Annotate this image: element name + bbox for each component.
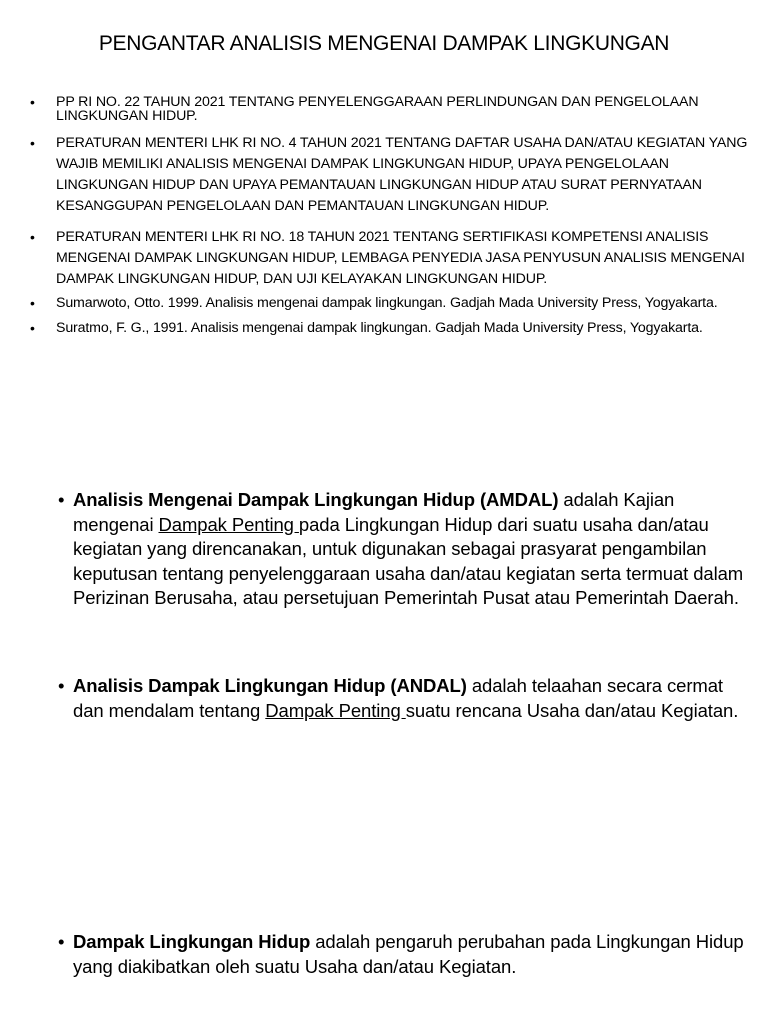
reference-item: • Suratmo, F. G., 1991. Analisis mengenai dampak lingkungan. Gadjah Mada University Press, Yogyakarta.: [28, 321, 756, 335]
definition-underlined-term: Dampak Penting: [158, 513, 299, 535]
definition-text: adalah pengaruh perubahan pada Lingkungan Hidup yang diakibatkan oleh suatu Usaha dan/atau Kegiatan.: [73, 931, 744, 977]
definition-list: [58, 930, 748, 979]
reference-item: • PP RI NO. 22 TAHUN 2021 TENTANG PENYELENGGARAAN PERLINDUNGAN DAN PENGELOLAAN LINGKUNGAN HIDUP.: [28, 95, 756, 123]
definition-term: Analisis Dampak Lingkungan Hidup (ANDAL): [73, 675, 467, 696]
definition-andal: [58, 674, 748, 723]
definition-term: Analisis Mengenai Dampak Lingkungan Hidup (AMDAL): [73, 489, 559, 510]
page-title: PENGANTAR ANALISIS MENGENAI DAMPAK LINGKUNGAN: [98, 32, 670, 55]
definition-text: suatu rencana Usaha dan/atau Kegiatan.: [405, 699, 739, 721]
definition-text: adalah telaahan secara cermat dan mendalam tentang: [73, 675, 723, 721]
reference-list: [28, 95, 756, 335]
definition-term: Dampak Lingkungan Hidup: [73, 931, 311, 952]
definition-text: adalah Kajian mengenai: [73, 489, 675, 535]
definition-list: [58, 488, 748, 611]
definition-text: pada Lingkungan Hidup dari suatu usaha dan/atau kegiatan yang direncanakan, untuk digunakan sebagai prasyarat pengambilan keputusan tentang penyelenggaraan usaha dan/atau kegiatan serta termuat dalam Perizinan Berusaha, atau persetujuan Pemerintah Pusat atau Pemerintah Daerah.: [73, 513, 744, 608]
reference-item: • PERATURAN MENTERI LHK RI NO. 4 TAHUN 2021 TENTANG DAFTAR USAHA DAN/ATAU KEGIATAN YANG WAJIB MEMILIKI ANALISIS MENGENAI DAMPAK LINGKUNGAN HIDUP, UPAYA PENGELOLAAN LINGKUNGAN HIDUP DAN UPAYA PEMANTAUAN LINGKUNGAN HIDUP ATAU SURAT PERNYATAAN KESANGGUPAN PENGELOLAAN DAN PEMANTAUAN LINGKUNGAN HIDUP.: [28, 133, 756, 217]
definition-amdal: [58, 488, 748, 611]
reference-item: • Sumarwoto, Otto. 1999. Analisis mengenai dampak lingkungan. Gadjah Mada University Press, Yogyakarta.: [28, 296, 756, 310]
reference-item: • PERATURAN MENTERI LHK RI NO. 18 TAHUN 2021 TENTANG SERTIFIKASI KOMPETENSI ANALISIS MENGENAI DAMPAK LINGKUNGAN HIDUP, LEMBAGA PENYEDIA JASA PENYUSUN ANALISIS MENGENAI DAMPAK LINGKUNGAN HIDUP, DAN UJI KELAYAKAN LINGKUNGAN HIDUP.: [28, 227, 756, 290]
definition-underlined-term: Dampak Penting: [265, 699, 406, 721]
definition-list: [58, 674, 748, 723]
definition-dampak-lingkungan: [58, 930, 748, 979]
